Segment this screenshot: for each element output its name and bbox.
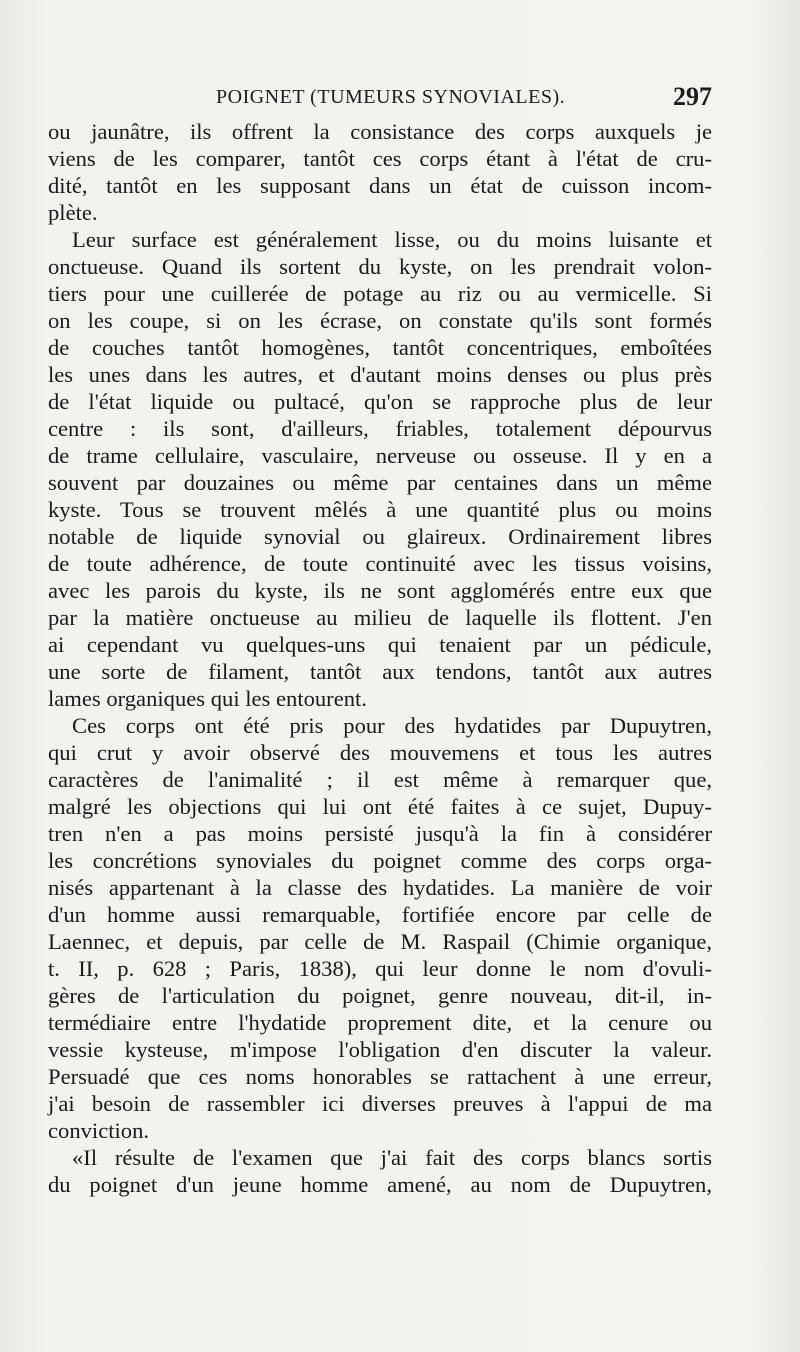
text-line: les unes dans les autres, et d'autant moins denses ou plus près <box>48 362 712 387</box>
running-head: POIGNET (TUMEURS SYNOVIALES). <box>216 86 566 108</box>
text-line: de trame cellulaire, vasculaire, nerveuse ou osseuse. Il y en a <box>48 443 712 468</box>
text-line: plète. <box>48 200 98 225</box>
text-line: termédiaire entre l'hydatide proprement dite, et la cenure ou <box>48 1010 712 1035</box>
text-line: on les coupe, si on les écrase, on constate qu'ils sont formés <box>48 308 712 333</box>
text-line: qui crut y avoir observé des mouvemens et tous les autres <box>48 740 712 765</box>
text-line: ai cependant vu quelques-uns qui tenaient par un pédicule, <box>48 632 712 657</box>
text-line: les concrétions synoviales du poignet comme des corps orga- <box>48 848 712 873</box>
text-line: d'un homme aussi remarquable, fortifiée encore par celle de <box>48 902 712 927</box>
text-line: t. II, p. 628 ; Paris, 1838), qui leur donne le nom d'ovuli- <box>48 956 712 981</box>
text-line: conviction. <box>48 1118 150 1143</box>
text-line: souvent par douzaines ou même par centaines dans un même <box>48 470 712 495</box>
text-line: ou jaunâtre, ils offrent la consistance des corps auxquels je <box>48 119 712 144</box>
text-line: malgré les objections qui lui ont été faites à ce sujet, Dupuy- <box>48 794 712 819</box>
text-line: de toute adhérence, de toute continuité avec les tissus voisins, <box>48 551 712 576</box>
text-line: j'ai besoin de rassembler ici diverses preuves à l'appui de ma <box>48 1091 712 1116</box>
text-line: dité, tantôt en les supposant dans un état de cuisson incom- <box>48 173 712 198</box>
page-header <box>48 80 712 116</box>
text-line: kyste. Tous se trouvent mêlés à une quantité plus ou moins <box>48 497 712 522</box>
text-line: onctueuse. Quand ils sortent du kyste, on les prendrait volon- <box>48 254 712 279</box>
text-line: Laennec, et depuis, par celle de M. Raspail (Chimie organique, <box>48 929 712 954</box>
text-line: tren n'en a pas moins persisté jusqu'à la fin à considérer <box>48 821 712 846</box>
page-number: 297 <box>673 82 712 111</box>
text-line: une sorte de filament, tantôt aux tendons, tantôt aux autres <box>48 659 712 684</box>
text-line: Leur surface est généralement lisse, ou du moins luisante et <box>72 227 712 252</box>
body-text <box>48 118 712 1198</box>
text-line: notable de liquide synovial ou glaireux. Ordinairement libres <box>48 524 712 549</box>
text-line: lames organiques qui les entourent. <box>48 686 367 711</box>
text-line: tiers pour une cuillerée de potage au riz ou au vermicelle. Si <box>48 281 712 306</box>
text-line: avec les parois du kyste, ils ne sont agglomérés entre eux que <box>48 578 712 603</box>
text-line: gères de l'articulation du poignet, genre nouveau, dit-il, in- <box>48 983 712 1008</box>
text-line: du poignet d'un jeune homme amené, au nom de Dupuytren, <box>48 1172 712 1197</box>
text-line: nisés appartenant à la classe des hydatides. La manière de voir <box>48 875 712 900</box>
text-line: «Il résulte de l'examen que j'ai fait des corps blancs sortis <box>72 1145 712 1170</box>
text-line: viens de les comparer, tantôt ces corps étant à l'état de cru- <box>48 146 712 171</box>
text-line: de couches tantôt homogènes, tantôt concentriques, emboîtées <box>48 335 712 360</box>
text-line: par la matière onctueuse au milieu de laquelle ils flottent. J'en <box>48 605 712 630</box>
text-line: Ces corps ont été pris pour des hydatides par Dupuytren, <box>72 713 712 738</box>
text-line: de l'état liquide ou pultacé, qu'on se rapproche plus de leur <box>48 389 712 414</box>
text-line: centre : ils sont, d'ailleurs, friables, totalement dépourvus <box>48 416 712 441</box>
text-line: Persuadé que ces noms honorables se rattachent à une erreur, <box>48 1064 712 1089</box>
text-line: caractères de l'animalité ; il est même à remarquer que, <box>48 767 712 792</box>
text-line: vessie kysteuse, m'impose l'obligation d'en discuter la valeur. <box>48 1037 712 1062</box>
